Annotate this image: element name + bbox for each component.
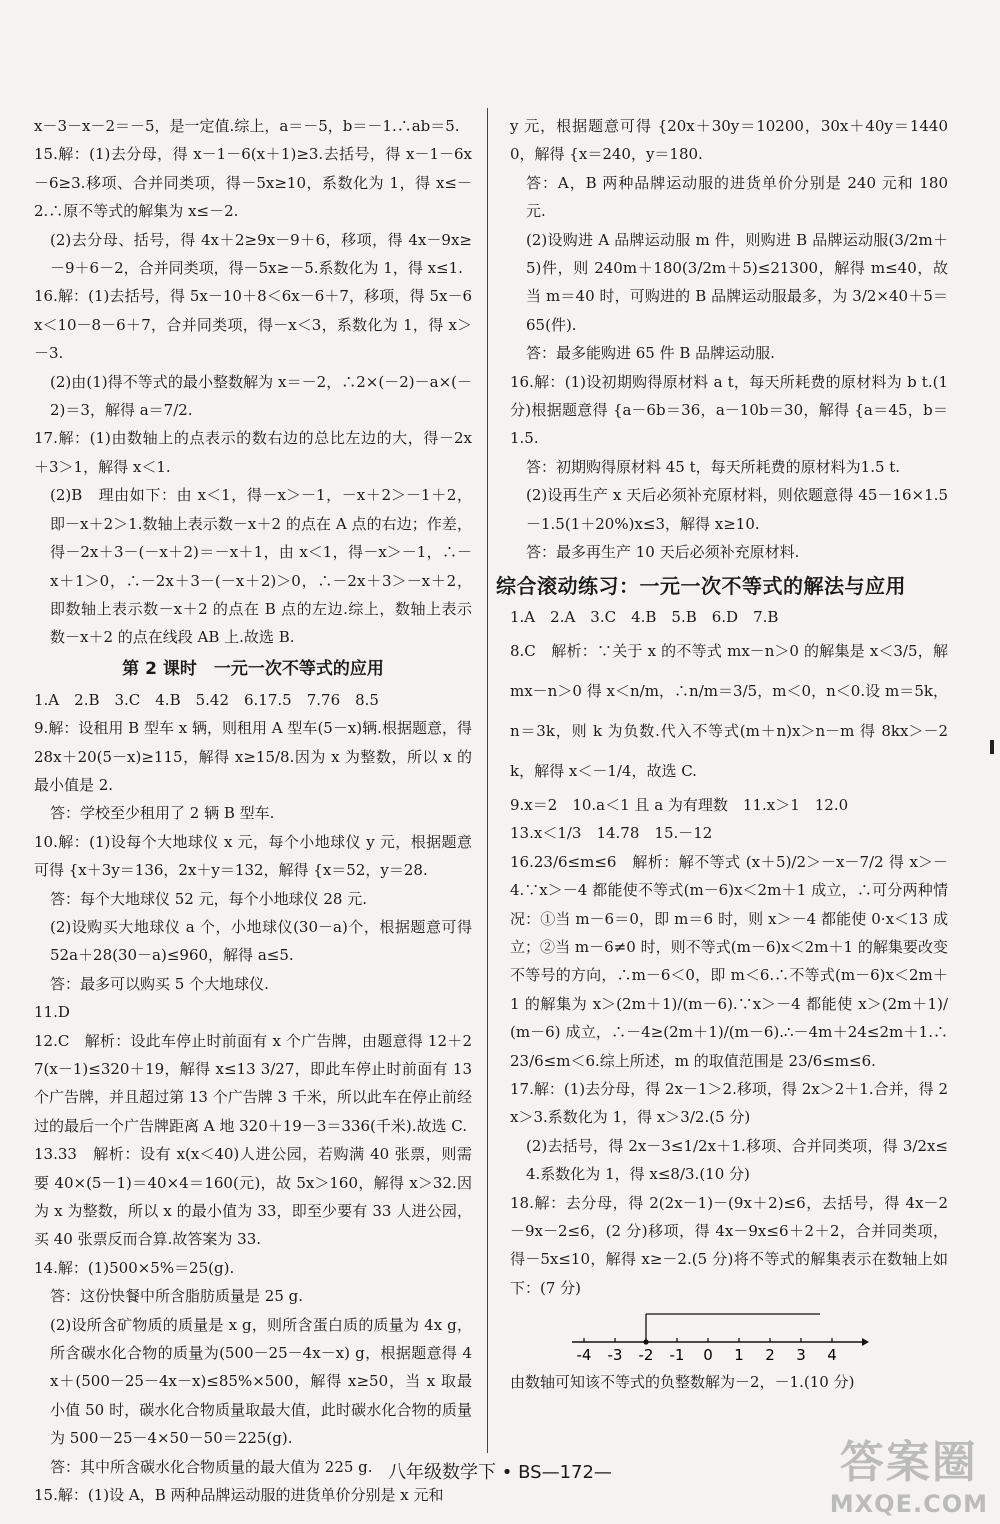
lesson-title: 第 2 课时 一元一次不等式的应用 [122, 658, 384, 679]
answer-paragraph: 1.A 2.B 3.C 4.B 5.42 6.17.5 7.76 8.5 [34, 690, 379, 709]
answer-paragraph: 答：初期购得原材料 45 t，每天所耗费的原材料为1.5 t. [526, 457, 901, 476]
watermark-cn: 答案圈 [839, 1437, 978, 1488]
answer-paragraph: 1.A 2.A 3.C 4.B 5.B 6.D 7.B [510, 607, 779, 626]
answer-paragraph: x－3－x－2＝－5，是一定值.综上，a＝－5，b＝－1.∴ab＝5. [34, 117, 460, 135]
site-watermark [830, 1426, 988, 1518]
answer-paragraph: 17.解：(1)由数轴上的点表示的数右边的总比左边的大，得－2x＋3＞1，解得 x＜1. [34, 429, 472, 476]
answer-paragraph: 答：A，B 两种品牌运动服的进货单价分别是 240 元和 180 元. [526, 173, 948, 221]
number-line-tick-label: -4 [576, 1346, 592, 1365]
answer-paragraph: (2)由(1)得不等式的最小整数解为 x＝－2，∴2×(－2)－a×(－2)＝3，解得 a＝7/2. [50, 372, 472, 420]
right-column-body [496, 112, 948, 1302]
answer-paragraph: 答：最多可以购买 5 个大地球仪. [50, 974, 269, 993]
answer-paragraph: 16.解：(1)去括号，得 5x－10＋8＜6x－6＋7，移项，得 5x－6x＜10－8－6＋7，合并同类项，得－x＜3，系数化为 1，得 x＞－3. [34, 287, 472, 363]
solution-closed-point [643, 1340, 648, 1345]
answer-paragraph: 17.解：(1)去分母，得 2x－1＞2.移项，得 2x＞2＋1.合并，得 2x＞3.系数化为 1，得 x＞3/2.(5 分) [510, 1079, 948, 1127]
answer-paragraph: y 元，根据题意可得 {20x＋30y＝10200，30x＋40y＝14400，解得 {x＝240，y＝180. [510, 117, 948, 164]
answer-paragraph: 16.解：(1)设初期购得原材料 a t，每天所耗费的原材料为 b t.(1 分)根据题意得 {a－6b＝36，a－10b＝30，解得 {a＝45，b＝1.5. [510, 372, 948, 448]
answer-paragraph: (2)设购进 A 品牌运动服 m 件，则购进 B 品牌运动服(3/2m＋5)件，则 240m＋180(3/2m＋5)≤21300，解得 m≤40，故当 m＝40 时，可购进的 B 品牌运动服最多，为 3/2×40＋5＝65(件). [526, 230, 948, 334]
answer-paragraph: 答：每个大地球仪 52 元，每个小地球仪 28 元. [50, 889, 368, 908]
answer-paragraph: 18.解：去分母，得 2(2x－1)－(9x＋2)≤6，去括号，得 4x－2－9x－2≤6，(2 分)移项，得 4x－9x≤6＋2＋2，合并同类项，得－5x≤10，解得 x≥－2.(5 分)将不等式的解集表示在数轴上如下：(7 分) [510, 1193, 948, 1297]
column-divider [487, 108, 488, 1453]
answer-paragraph: (2)去分母、括号，得 4x＋2≥9x－9＋6，移项，得 4x－9x≥－9＋6－2，合并同类项，得－5x≥－5.系数化为 1，得 x≤1. [50, 230, 472, 278]
number-line-tick-label: 4 [827, 1346, 837, 1365]
answer-paragraph: (2)设购买大地球仪 a 个，小地球仪(30－a)个，根据题意可得 52a＋28(30－a)≤960，解得 a≤5. [50, 917, 472, 965]
answer-paragraph: (2)B 理由如下：由 x＜1，得－x＞－1，－x＋2＞－1＋2，即－x＋2＞1.数轴上表示数－x＋2 的点在 A 点的右边；作差，得－2x＋3－(－x＋2)＝－x＋1，由 x＜1，得－x＞－1，∴－x＋1＞0，∴－2x＋3－(－x＋2)＞0，∴－2x＋3＞－x＋2，即数轴上表示数－x＋2 的点在 B 点的左边.综上，数轴上表示数－x＋2 的点在线段 AB 上.故选 B. [50, 486, 472, 647]
left-column [34, 112, 472, 1510]
answer-paragraph: 11.D [34, 1003, 70, 1022]
number-line-svg [570, 1306, 870, 1366]
answer-paragraph: 8.C 解析：∵关于 x 的不等式 mx－n＞0 的解集是 x＜3/5，解 mx－n＞0 得 x＜n/m，∴n/m＝3/5，m＜0，n＜0.设 m＝5k，n＝3k，则 k 为负数.代入不等式(m＋n)x＞n－m 得 8kx＞－2k，解得 x＜－1/4，故选 C. [510, 641, 948, 780]
watermark-en: MXQE.COM [829, 1490, 988, 1518]
answer-paragraph: 14.解：(1)500×5%＝25(g). [34, 1258, 235, 1277]
answer-paragraph: 答：这份快餐中所含脂肪质量是 25 g. [50, 1287, 303, 1306]
page-footer: 八年级数学下 • BS—172— [388, 1462, 612, 1483]
answer-paragraph: 13.x＜1/3 14.78 15.－12 [510, 824, 713, 843]
answer-paragraph: (2)去括号，得 2x－3≤1/2x＋1.移项、合并同类项，得 3/2x≤4.系数化为 1，得 x≤8/3.(10 分) [526, 1136, 948, 1184]
answer-paragraph: 9.解：设租用 B 型车 x 辆，则租用 A 型车(5－x)辆.根据题意，得 28x＋20(5－x)≥115，解得 x≥15/8.因为 x 为整数，所以 x 的最小值是 2. [34, 719, 472, 794]
answer-paragraph: 10.解：(1)设每个大地球仪 x 元，每个小地球仪 y 元，根据题意可得 {x＋3y＝136，2x＋y＝132，解得 {x＝52，y＝28. [34, 832, 472, 880]
edge-mark [990, 740, 994, 754]
answer-paragraph: 12.C 解析：设此车停止时前面有 x 个广告牌，由题意得 12＋27(x－1)≤320＋19，解得 x≤13 3/27，即此车停止时前面有 13 个广告牌，并且超过第 13 个广告牌 3 千米，所以此车在停止前经过的最后一个广告牌距离 A 地 320＋19－3＝336(千米).故选 C. [34, 1031, 472, 1135]
answer-paragraph: (2)设所含矿物质的质量是 x g，则所含蛋白质的质量为 4x g，所含碳水化合物的质量为(500－25－4x－x) g，根据题意得 4x＋(500－25－4x－x)≤85%×500，解得 x≥50，当 x 取最小值 50 时，碳水化合物质量取最大值，此时碳水化合物的质量为 500－25－4×50－50＝225(g). [50, 1315, 472, 1448]
number-line-tick-label: 1 [734, 1346, 744, 1365]
answer-paragraph: 答：最多能购进 65 件 B 品牌运动服. [526, 344, 775, 363]
number-line-arrow [862, 1338, 869, 1346]
number-line-tick-label: 2 [765, 1346, 775, 1365]
answer-paragraph: 答：其中所含碳水化合物质量的最大值为 225 g. [50, 1457, 373, 1476]
answer-paragraph: 15.解：(1)设 A，B 两种品牌运动服的进货单价分别是 x 元和 [34, 1486, 444, 1505]
number-line-tick-label: -1 [669, 1346, 685, 1365]
answer-paragraph: 答：最多再生产 10 天后必须补充原材料. [526, 543, 800, 562]
number-line [570, 1306, 948, 1368]
number-line-tick-label: -2 [638, 1346, 654, 1365]
number-line-tick-label: 0 [703, 1346, 713, 1365]
answer-paragraph: (2)设再生产 x 天后必须补充原材料，则依题意得 45－16×1.5－1.5(1＋20%)x≤3，解得 x≥10. [526, 486, 948, 533]
answer-paragraph: 15.解：(1)去分母，得 x－1－6(x＋1)≥3.去括号，得 x－1－6x－6≥3.移项、合并同类项，得－5x≥10，系数化为 1，得 x≤－2.∴原不等式的解集为 x≤－2. [34, 145, 472, 221]
answer-paragraph: 9.x＝2 10.a＜1 且 a 为有理数 11.x＞1 12.0 [510, 795, 849, 814]
number-line-conclusion: 由数轴可知该不等式的负整数解为－2，－1.(10 分) [510, 1373, 855, 1392]
section-title: 综合滚动练习：一元一次不等式的解法与应用 [496, 573, 906, 598]
number-line-tick-label: -3 [607, 1346, 623, 1365]
answer-paragraph: 16.23/6≤m≤6 解析：解不等式 (x＋5)/2＞－x－7/2 得 x＞－4.∵x＞－4 都能使不等式(m－6)x＜2m＋1 成立，∴可分两种情况：①当 m－6＝0，即 m＝6 时，则 x＞－4 都能使 0·x＜13 成立；②当 m－6≠0 时，则不等式(m－6)x＜2m＋1 的解集要改变不等号的方向，∴m－6＜0，即 m＜6.∴不等式(m－6)x＜2m＋1 的解集为 x＞(2m＋1)/(m－6).∵x＞－4 都能使 x＞(2m＋1)/(m－6) 成立，∴－4≥(2m＋1)/(m－6).∴－4m＋24≤2m＋1.∴23/6≤m＜6.综上所述，m 的取值范围是 23/6≤m≤6. [510, 852, 948, 1070]
answer-paragraph: 答：学校至少租用了 2 辆 B 型车. [50, 804, 275, 823]
answer-paragraph: 13.33 解析：设有 x(x＜40)人进公园，若购满 40 张票，则需要 40×(5－1)＝40×4＝160(元)，故 5x＞160，解得 x＞32.因为 x 为整数，所以 x 的最小值为 33，即至少要有 33 人进公园，买 40 张票反而合算.故答案为 33. [34, 1145, 472, 1249]
right-column [496, 112, 948, 1397]
number-line-tick-label: 3 [796, 1346, 806, 1365]
